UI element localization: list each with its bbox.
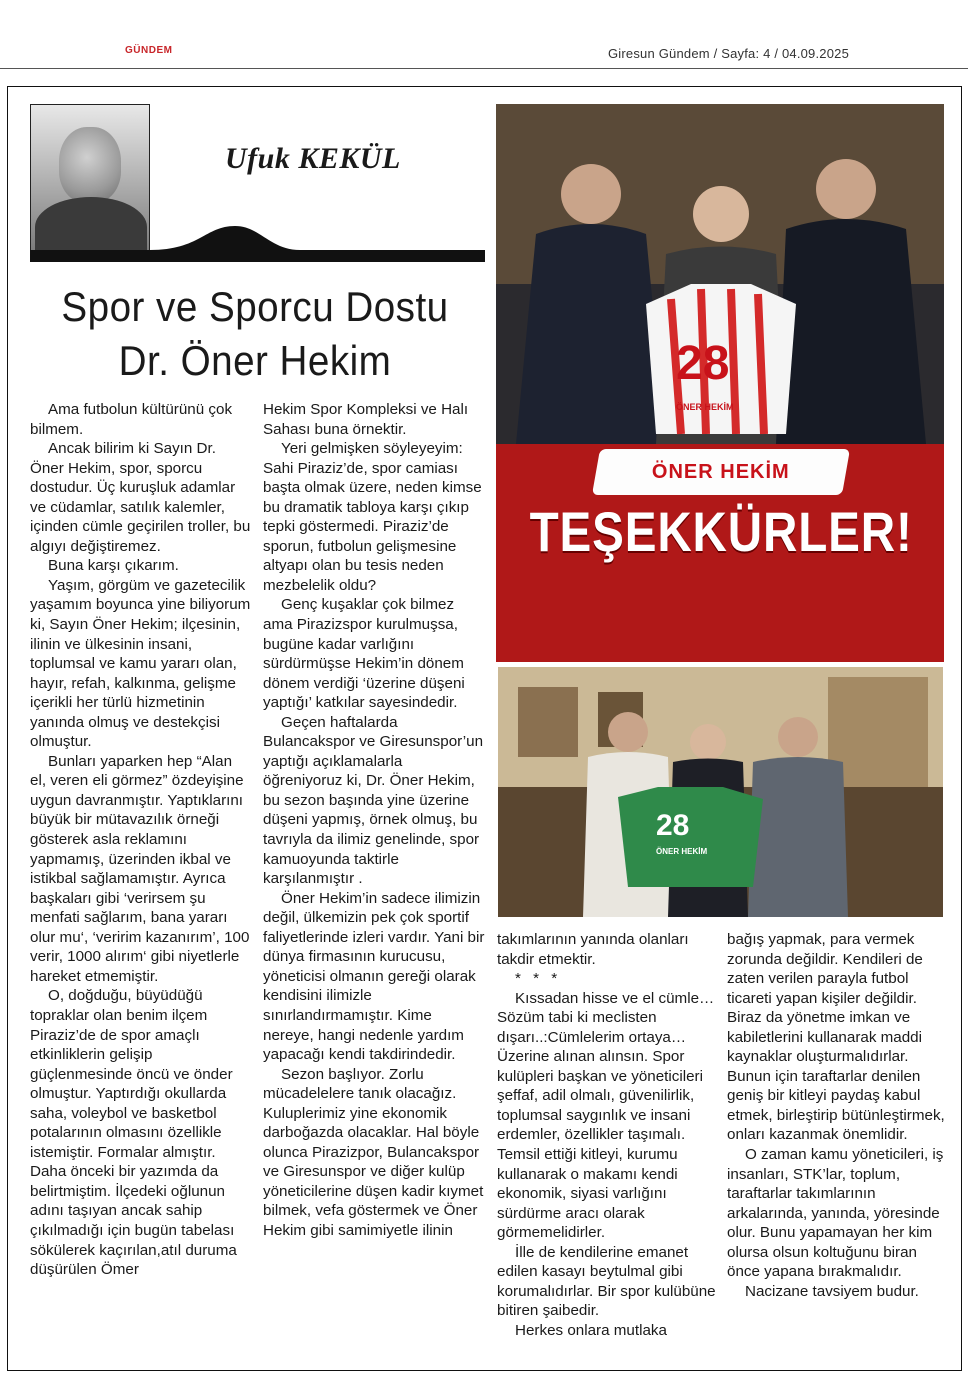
text-column-2 <box>263 400 485 1241</box>
banner-thanks: TEŞEKKÜRLER! <box>529 500 913 563</box>
author-box <box>30 104 485 264</box>
paragraph: Nacizane tavsiyem budur. <box>745 1282 919 1300</box>
jersey-name: ÖNER HEKİM <box>676 402 734 412</box>
decorative-swoosh <box>30 222 485 262</box>
page-header <box>0 0 968 72</box>
paragraph: Yeri gelmişken söyleyeyim: Sahi Piraziz’de, spor camiası başta olmak üzere, neden kimse bu dramatik tabloya karşı çıkıp tepki göstermedi. Piraziz’de sporun, futbolun gelişmesine altyapı olan bu tesis neden mezbelelik oldu? <box>263 440 482 594</box>
text-column-4 <box>727 930 949 1301</box>
paragraph: O, doğduğu, büyüdüğü topraklar olan benim ilçem Piraziz’de de spor amaçlı etkinliklerin gelişip güçlenmesinde öncü ve önder olmuştur. Yaptırdığı okullarda saha, voleybol ve basketbol potalarının olmasını özellikle istemiştir. Formalar almıştır. Daha önceki bir yazımda da belirtmiştim. İlçedeki oğlunun adını taşıyan ancak sahip çıkılmadığı için bugün tabelası sökülerek kaçırılan,atıl duruma düşürülen Ömer <box>30 987 237 1279</box>
paragraph: Öner Hekim’in sadece ilimizin değil, ülkemizin pek çok sportif faliyetlerinde izleri vardır. Yani bir dünya firmasının kurucusu, yöneticisi olmanın gereği olarak kendisini ilimizle sınırlandırmamıştır. Kime nereye, hangi nedenle yardım yapacağı kendi takdirindedir. <box>263 889 485 1064</box>
photo-jersey-presentation <box>496 104 944 662</box>
author-name: Ufuk KEKÜL <box>225 142 401 175</box>
paragraph: Sezon başlıyor. Zorlu mücadelelere tanık olacağız. Kuluplerimiz yine ekonomik darboğazda olacaklar. Hal böyle olunca Pirazizpor, Bulancakspor ve Giresunspor ve diğer kulüp yöneticilerine düşen kadir kıymet bilmek, vefa göstermek ve Öner Hekim gibi samimiyetle ilinin <box>263 1065 484 1239</box>
jersey-name: ÖNER HEKİM <box>656 847 708 856</box>
page-info: Giresun Gündem / Sayfa: 4 / 04.09.2025 <box>608 46 850 61</box>
paragraph: Bunları yaparken hep “Alan el, veren eli görmez” özdeyişine uygun davranmıştır. Yaptıklarını büyük bir mütavazılık örneği gösterek asla reklamını yapmamış, üzerinden ikbal ve istikbal sağlamamıştır. Ayrıca başkaları gibi ‘verirsem şu menfati sağlarım, bana yararı olur mu‘, ‘veririm kazanırım’, 100 verir, 1000 alırım‘ gibi niyetlerle hareket etmemiştir. <box>30 752 250 985</box>
paragraph: Geçen haftalarda Bulancakspor ve Giresunspor’un yaptığı açıklamalarla öğreniyoruz ki, Dr. Öner Hekim, bu sezon başında yine üzerine düşeni yapmış, örnek olmuş, bu tavrıyla da ilimiz genelinde, spor kamuoyunda taktirle karşılanmıştır . <box>263 713 484 888</box>
photo-office-group <box>498 667 943 917</box>
jersey-number: 28 <box>676 337 730 390</box>
paragraph: İlle de kendilerine emanet edilen kasayı beytulmal gibi korumalıdırlar. Bir spor kulübüne bitiren şaibedir. <box>497 1243 716 1320</box>
headline-line-2: Dr. Öner Hekim <box>118 337 392 384</box>
article-headline <box>39 280 471 388</box>
paragraph: Yaşım, görgüm ve gazetecilik yaşamım boyunca yine biliyorum ki, Sayın Öner Hekim; ilçesinin, ilinin ve ülkesinin insani, toplumsal ve kamu yararı olan, hayır, refah, kalkınma, gelişme içerikli her türlü hizmetinin yanında olmuş ve destekçisi olmuştur. <box>30 576 251 751</box>
paragraph: O zaman kamu yöneticileri, iş insanları, STK’lar, toplum, taraftarlar takımlarının arkalarında, yanında, yöresinde olur. Bunu yapamayan her kim olursa olsun koltuğunu biran önce yapana bırakmalıdır. <box>727 1146 944 1281</box>
paragraph: Ama futbolun kültürünü çok bilmem. <box>30 401 233 438</box>
paragraph: Genç kuşaklar çok bilmez ama Pirazizspor kurulmuşsa, bugüne kadar varlığını sürdürmüşse Hekim’in dönem dönem verdiği ‘üzerine düşeni yaptığı’ katkılar sayesindedir. <box>263 596 465 712</box>
banner-name: ÖNER HEKİM <box>652 460 790 483</box>
photo-scene <box>498 667 943 917</box>
text-column-3 <box>497 930 719 1340</box>
paragraph: Hekim Spor Kompleksi ve Halı Sahası buna örnektir. <box>263 401 469 438</box>
section-separator: * * * <box>515 970 562 988</box>
jersey-number: 28 <box>656 809 690 842</box>
text-column-1 <box>30 400 252 1280</box>
paragraph: Herkes onlara mutlaka <box>515 1321 667 1339</box>
paragraph: bağış yapmak, para vermek zorunda değildir. Kendileri de zaten verilen parayla futbol ticareti yapan kişiler değildir. Biraz da yönetme imkan ve kabiletlerini kullanarak maddi kaynaklar oluşturmalıdırlar. Bunun için taraftarlar denilen geniş bir kitleyi paydaş kabul etmek, birleştirip bütünleştirmek, onları kazanmak önemlidir. <box>727 931 945 1144</box>
paragraph: Buna karşı çıkarım. <box>48 557 179 575</box>
banner-name-box <box>592 449 850 495</box>
paragraph: Kıssadan hisse ve el cümle…Sözüm tabi ki meclisten dışarı..:Cümlelerim ortaya… Üzerine alınan alınsın. Spor kulüpleri başkan ve yöneticileri şeffaf, adil olmalı, güvenilirlik, toplumsal saygınlık ve insani erdemler, özellikler taşımalı. Temsil ettiği kitleyi, kurumu kullanarak o makamı kendi ekonomik, siyasi varlığını sürdürme aracı olarak görmemelidirler. <box>497 989 715 1242</box>
headline-line-1: Spor ve Sporcu Dostu <box>61 283 449 330</box>
paragraph: takımlarının yanında olanları takdir etmektir. <box>497 931 689 968</box>
header-divider <box>0 68 968 69</box>
newspaper-logo: GÜNDEM <box>125 45 173 56</box>
paragraph: Ancak bilirim ki Sayın Dr. Öner Hekim, spor, sporcu dostudur. Üç kuruşluk adamlar ve cüdamlar, satılık kalemler, içinden cümle geçirilen troller, bu algıyı değiştiremez. <box>30 440 251 555</box>
